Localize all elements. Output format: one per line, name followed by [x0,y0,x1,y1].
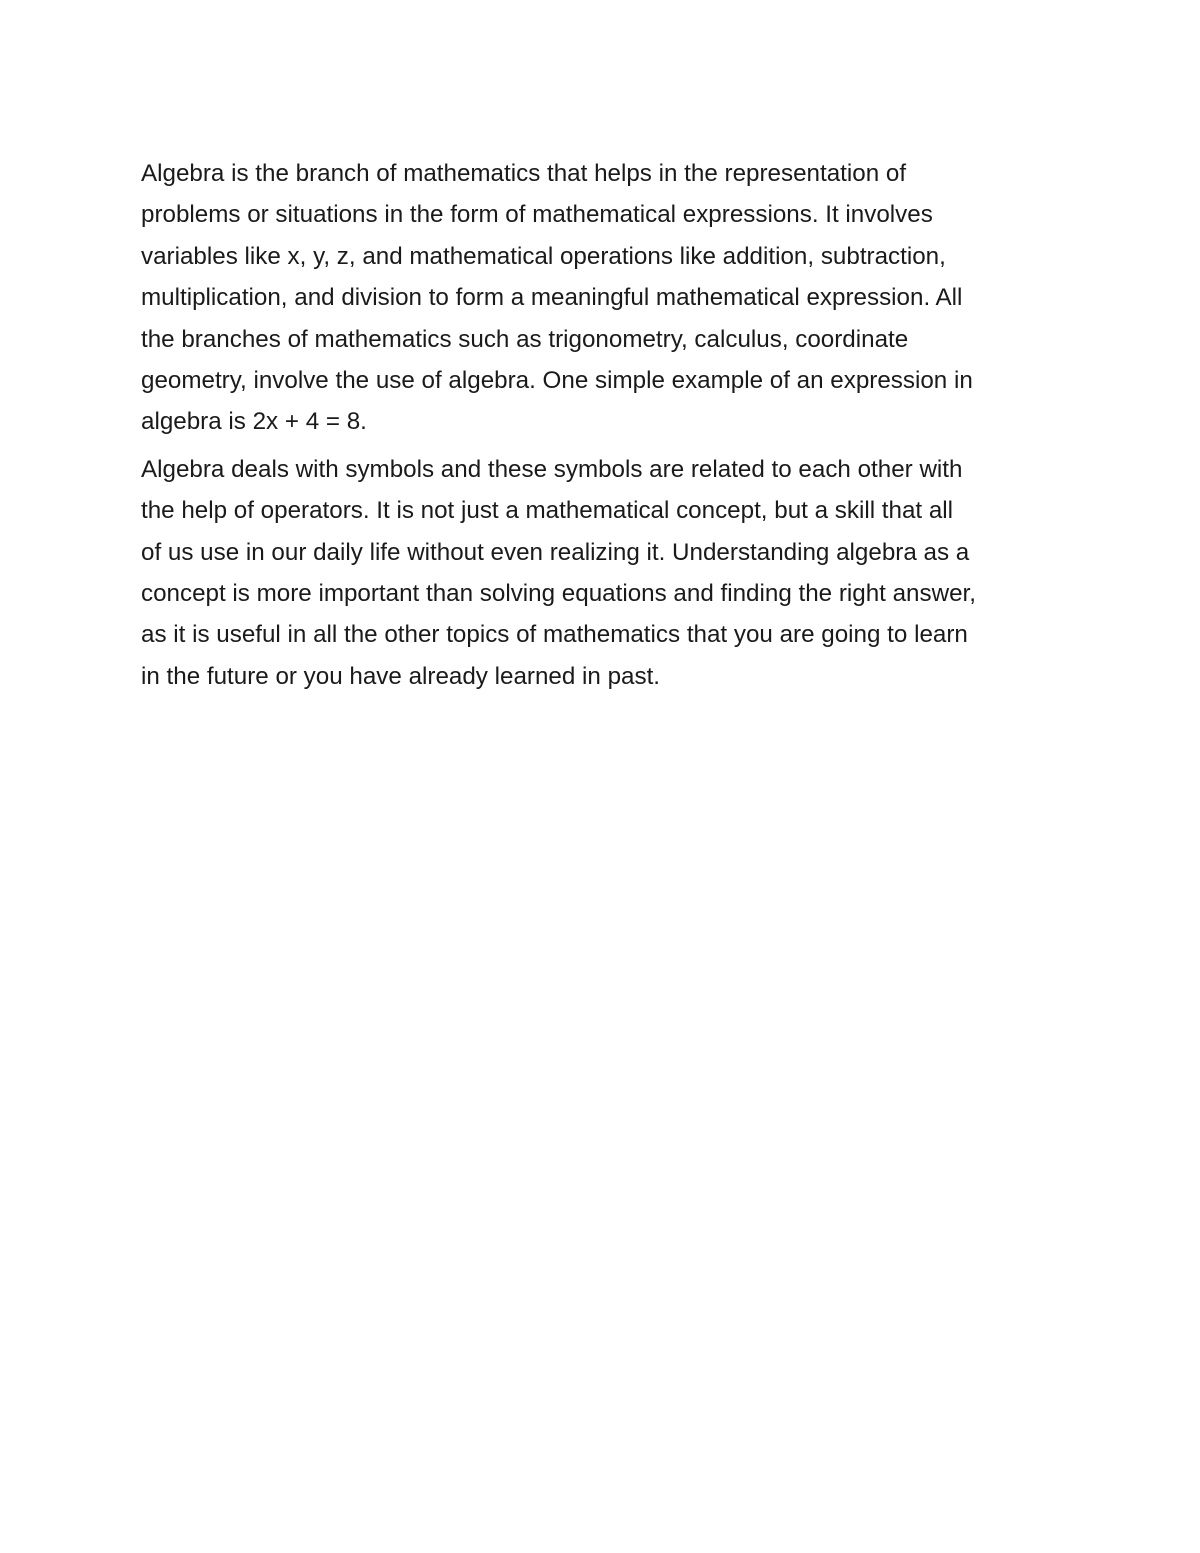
paragraph-algebra-importance [141,449,1066,697]
text-line: geometry, involve the use of algebra. One simple example of an expression in [141,367,973,395]
text-line: Algebra is the branch of mathematics that helps in the representation of [141,160,907,187]
text-line: as it is useful in all the other topics of mathematics that you are going to learn [141,621,968,649]
document-body [141,153,1066,697]
text-line: algebra is 2x + 4 = 8. [141,408,367,436]
text-line: concept is more important than solving equations and finding the right answer, [141,580,976,608]
text-line: variables like x, y, z, and mathematical operations like addition, subtraction, [141,242,946,270]
paragraph-algebra-definition [141,153,1066,443]
text-line: Algebra deals with symbols and these symbols are related to each other with [141,455,963,483]
text-line: the help of operators. It is not just a mathematical concept, but a skill that all [141,497,954,525]
text-line: multiplication, and division to form a meaningful mathematical expression. All [141,284,963,312]
text-line: problems or situations in the form of mathematical expressions. It involves [141,201,933,229]
text-line: of us use in our daily life without even realizing it. Understanding algebra as a [141,538,970,566]
text-line: in the future or you have already learned in past. [141,662,661,690]
text-line: the branches of mathematics such as trigonometry, calculus, coordinate [141,325,909,353]
